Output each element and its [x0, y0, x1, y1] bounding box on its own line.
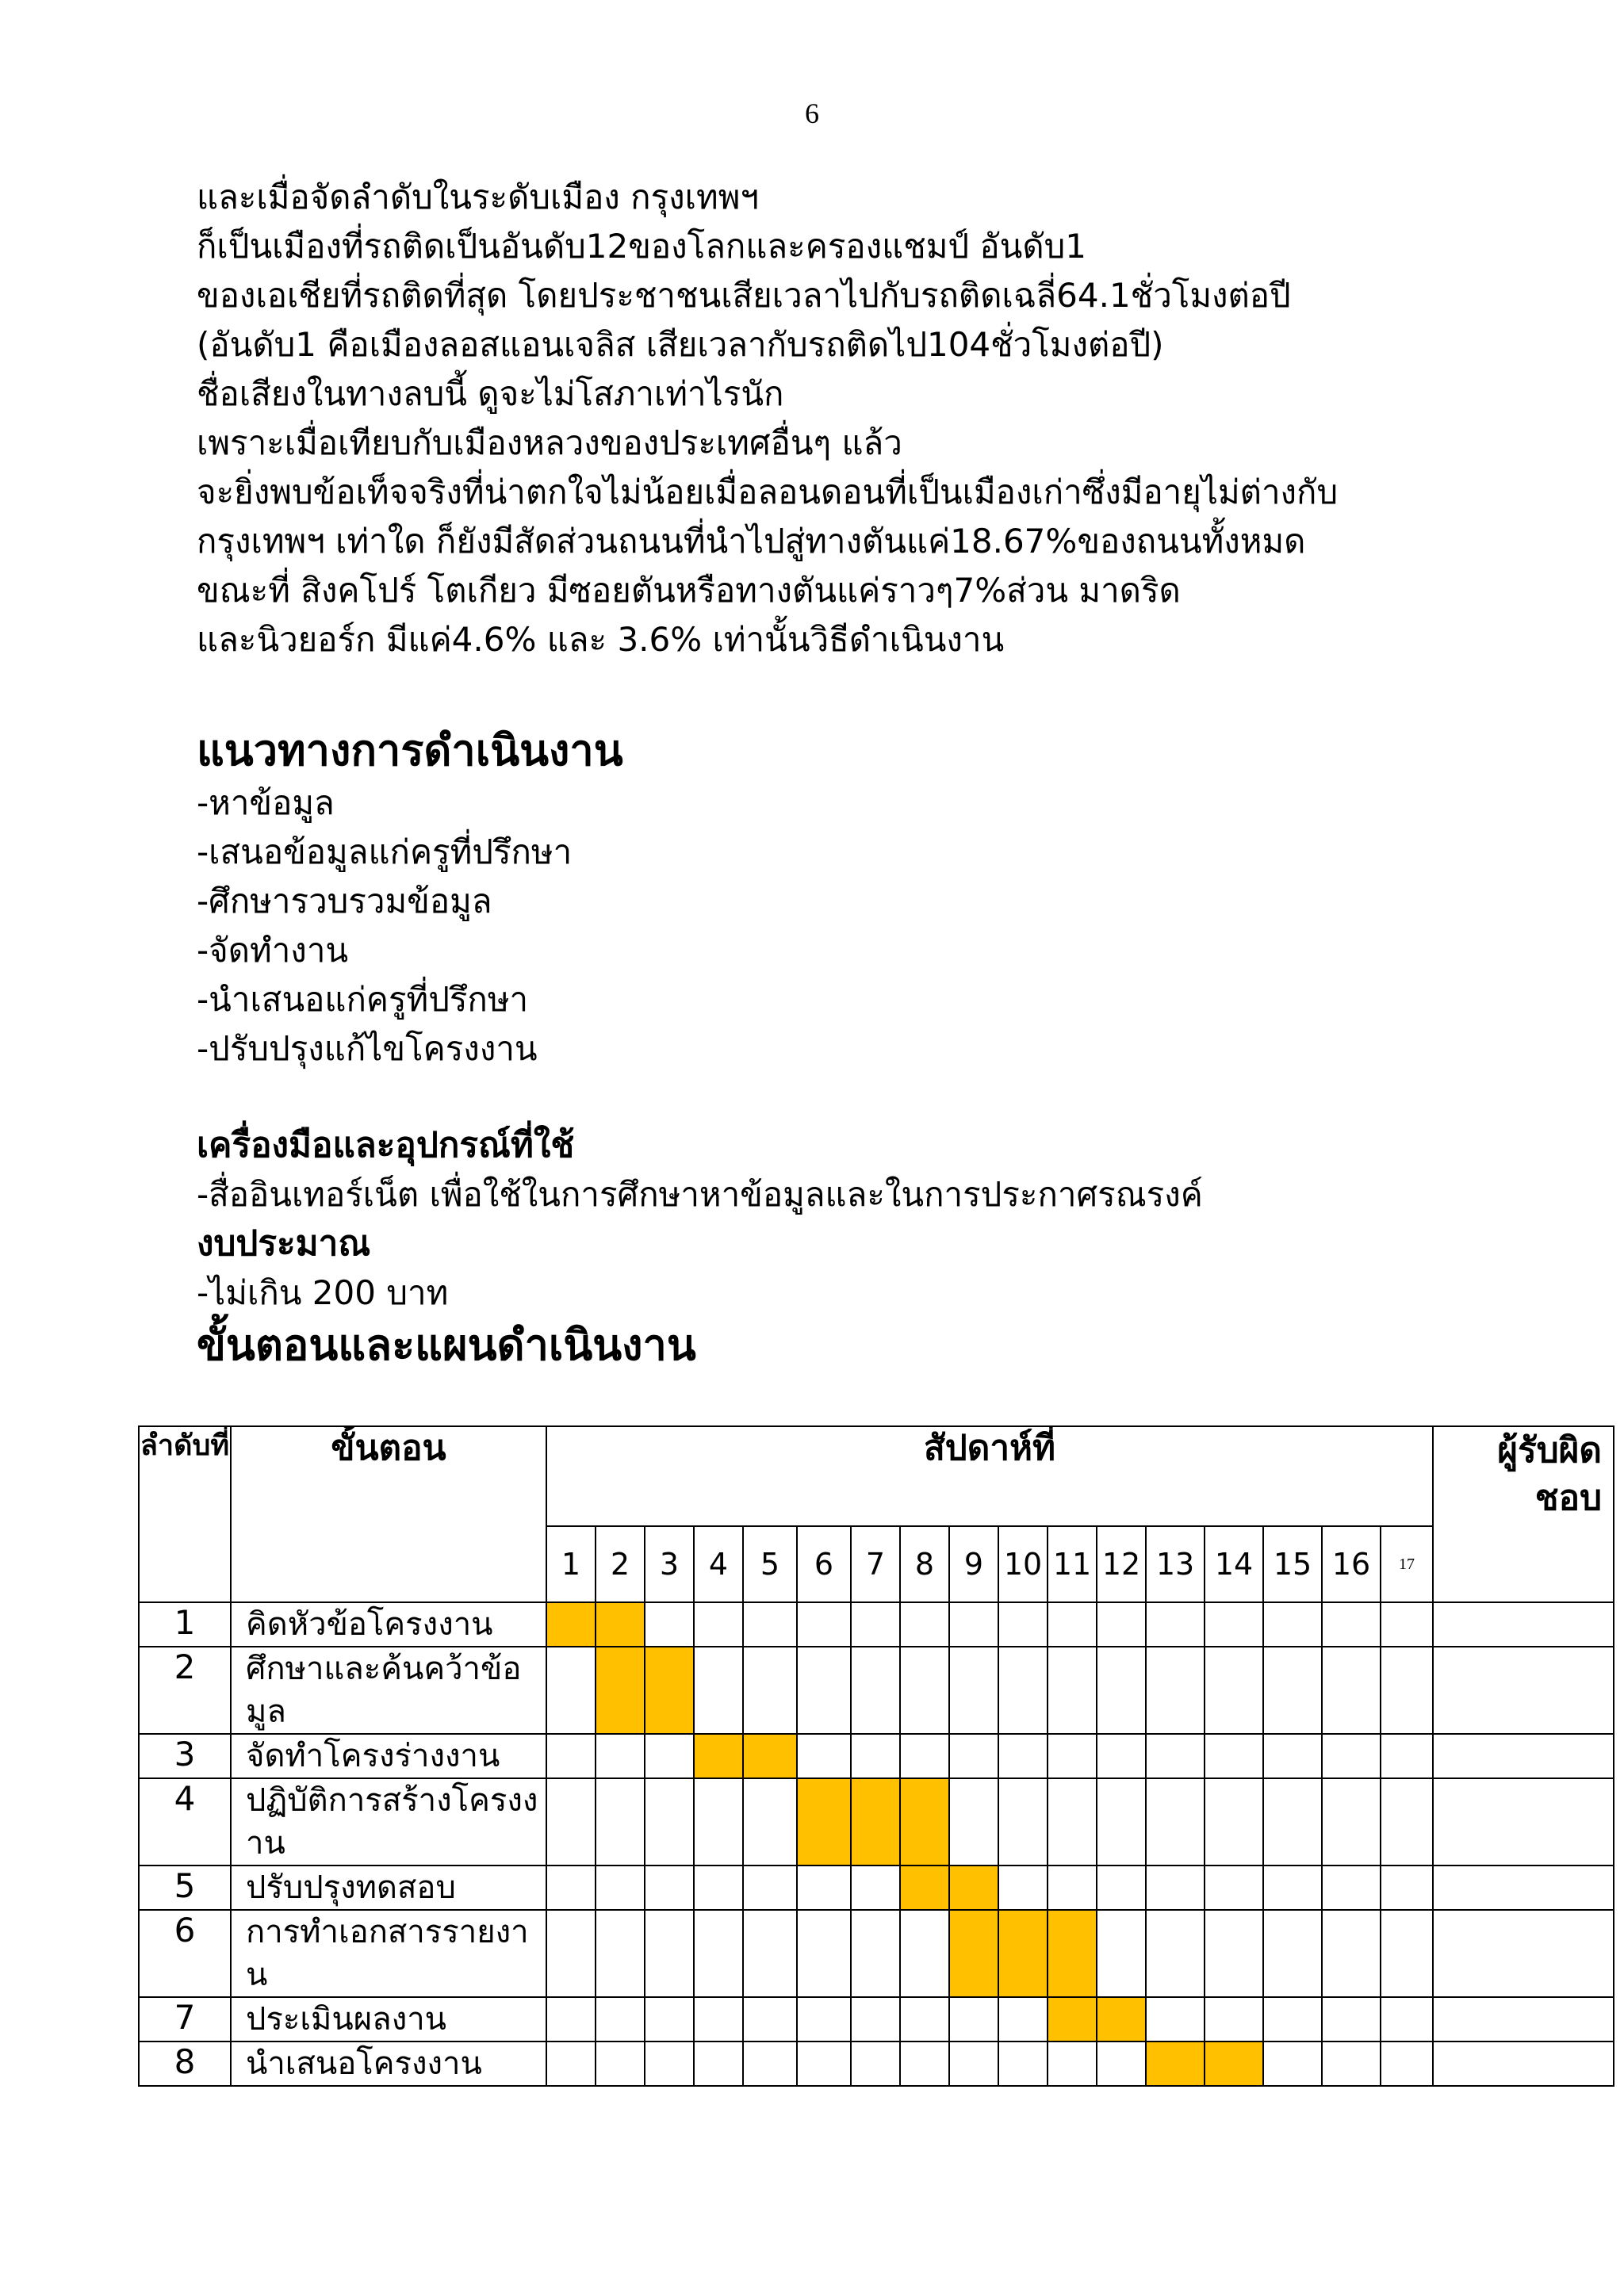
gantt-empty-cell	[645, 1910, 694, 1997]
gantt-empty-cell	[1322, 1910, 1381, 1997]
gantt-empty-cell	[546, 1647, 596, 1734]
gantt-empty-cell	[900, 1997, 949, 2042]
intro-line: จะยิ่งพบข้อเท็จจริงที่น่าตกใจไม่น้อยเมื่อลอนดอนที่เป็นเมืองเก่าซึ่งมีอายุไม่ต่างกับ	[197, 473, 1339, 511]
gantt-empty-cell	[998, 1602, 1048, 1647]
gantt-empty-cell	[1205, 1647, 1263, 1734]
week-header-13: 13	[1146, 1526, 1205, 1602]
week-header-4: 4	[694, 1526, 743, 1602]
week-header-11: 11	[1048, 1526, 1097, 1602]
gantt-empty-cell	[1381, 1647, 1433, 1734]
gantt-empty-cell	[1263, 1866, 1322, 1910]
gantt-empty-cell	[1205, 1910, 1263, 1997]
week-header-17: 17	[1381, 1526, 1433, 1602]
gantt-empty-cell	[645, 1734, 694, 1778]
gantt-empty-cell	[694, 1778, 743, 1866]
gantt-empty-cell	[743, 1602, 797, 1647]
gantt-empty-cell	[998, 1647, 1048, 1734]
intro-line: ชื่อเสียงในทางลบนี้ ดูจะไม่โสภาเท่าไรนัก	[197, 374, 784, 413]
gantt-bar-cell	[1097, 1997, 1146, 2042]
approach-item: -เสนอข้อมูลแก่ครูที่ปรึกษา	[197, 832, 573, 871]
gantt-empty-cell	[1048, 1866, 1097, 1910]
gantt-bar-cell	[998, 1910, 1048, 1997]
gantt-empty-cell	[596, 1866, 645, 1910]
responsible-cell	[1433, 1647, 1614, 1734]
week-header-9: 9	[949, 1526, 998, 1602]
gantt-empty-cell	[1381, 1602, 1433, 1647]
responsible-cell	[1433, 2042, 1614, 2086]
gantt-empty-cell	[1381, 1997, 1433, 2042]
plan-table	[138, 1425, 1614, 2087]
gantt-empty-cell	[998, 1997, 1048, 2042]
row-number: 6	[139, 1910, 231, 1997]
gantt-empty-cell	[1263, 1910, 1322, 1997]
gantt-empty-cell	[1263, 1778, 1322, 1866]
week-header-1: 1	[546, 1526, 596, 1602]
gantt-empty-cell	[900, 1602, 949, 1647]
gantt-bar-cell	[1048, 1910, 1097, 1997]
gantt-empty-cell	[1322, 1997, 1381, 2042]
gantt-empty-cell	[900, 1734, 949, 1778]
gantt-empty-cell	[1146, 1778, 1205, 1866]
gantt-empty-cell	[900, 1647, 949, 1734]
week-header-12: 12	[1097, 1526, 1146, 1602]
order-column-header: ลำดับที่	[139, 1426, 231, 1602]
step-column-header: ขั้นตอน	[231, 1426, 546, 1602]
responsible-cell	[1433, 1734, 1614, 1778]
gantt-empty-cell	[694, 1602, 743, 1647]
responsible-column-header: ผู้รับผิดชอบ	[1433, 1426, 1614, 1602]
gantt-empty-cell	[694, 1997, 743, 2042]
week-header-3: 3	[645, 1526, 694, 1602]
approach-item: -หาข้อมูล	[197, 783, 335, 822]
step-label: ศึกษาและค้นคว้าข้อมูล	[231, 1647, 546, 1734]
approach-item: -ปรับปรุงแก้ไขโครงงาน	[197, 1029, 538, 1068]
gantt-empty-cell	[546, 1734, 596, 1778]
gantt-empty-cell	[1146, 1734, 1205, 1778]
gantt-empty-cell	[743, 1778, 797, 1866]
gantt-empty-cell	[743, 1997, 797, 2042]
gantt-empty-cell	[1381, 1910, 1433, 1997]
week-header-8: 8	[900, 1526, 949, 1602]
week-header-15: 15	[1263, 1526, 1322, 1602]
table-row	[139, 2042, 1614, 2086]
gantt-empty-cell	[1381, 2042, 1433, 2086]
table-row	[139, 1997, 1614, 2042]
gantt-empty-cell	[546, 1997, 596, 2042]
approach-item: -จัดทำงาน	[197, 931, 349, 970]
page-number: 6	[805, 98, 819, 129]
table-row	[139, 1778, 1614, 1866]
intro-line: และเมื่อจัดลำดับในระดับเมือง กรุงเทพฯ	[197, 178, 759, 216]
gantt-empty-cell	[1263, 1602, 1322, 1647]
gantt-empty-cell	[1146, 1910, 1205, 1997]
gantt-empty-cell	[1146, 1866, 1205, 1910]
gantt-empty-cell	[645, 1602, 694, 1647]
gantt-empty-cell	[1048, 1734, 1097, 1778]
step-label: ปฏิบัติการสร้างโครงงาน	[231, 1778, 546, 1866]
intro-line: ของเอเชียที่รถติดที่สุด โดยประชาชนเสียเวลาไปกับรถติดเฉลี่64.1ชั่วโมงต่อปี	[197, 276, 1291, 315]
gantt-bar-cell	[900, 1866, 949, 1910]
gantt-empty-cell	[797, 1866, 851, 1910]
responsible-cell	[1433, 1778, 1614, 1866]
gantt-empty-cell	[743, 2042, 797, 2086]
gantt-empty-cell	[645, 1866, 694, 1910]
gantt-empty-cell	[1097, 1778, 1146, 1866]
gantt-empty-cell	[1048, 2042, 1097, 2086]
gantt-empty-cell	[1048, 1602, 1097, 1647]
approach-item: -ศึกษารวบรวมข้อมูล	[197, 882, 492, 920]
gantt-empty-cell	[694, 2042, 743, 2086]
intro-paragraph	[197, 173, 1529, 664]
approach-item: -นำเสนอแก่ครูที่ปรึกษา	[197, 980, 529, 1019]
gantt-empty-cell	[1097, 1866, 1146, 1910]
gantt-empty-cell	[694, 1647, 743, 1734]
table-row	[139, 1602, 1614, 1647]
table-row	[139, 1647, 1614, 1734]
step-label: คิดหัวข้อโครงงาน	[231, 1602, 546, 1647]
gantt-empty-cell	[596, 1997, 645, 2042]
gantt-empty-cell	[1205, 1778, 1263, 1866]
gantt-empty-cell	[949, 1778, 998, 1866]
table-row	[139, 1734, 1614, 1778]
intro-line: ขณะที่ สิงคโปร์ โตเกียว มีซอยตันหรือทางตันแค่ราวๆ7%ส่วน มาดริด	[197, 571, 1181, 610]
intro-line: และนิวยอร์ก มีแค่4.6% และ 3.6% เท่านั้นวิธีดำเนินงาน	[197, 620, 1005, 659]
gantt-empty-cell	[1263, 2042, 1322, 2086]
gantt-empty-cell	[546, 1778, 596, 1866]
gantt-empty-cell	[645, 2042, 694, 2086]
gantt-bar-cell	[1205, 2042, 1263, 2086]
gantt-empty-cell	[1097, 1734, 1146, 1778]
week-header-6: 6	[797, 1526, 851, 1602]
responsible-cell	[1433, 1910, 1614, 1997]
gantt-empty-cell	[1381, 1778, 1433, 1866]
gantt-empty-cell	[1048, 1647, 1097, 1734]
gantt-empty-cell	[694, 1910, 743, 1997]
gantt-empty-cell	[1205, 1866, 1263, 1910]
plan-heading: ขั้นตอนและแผนดำเนินงาน	[197, 1320, 696, 1370]
gantt-empty-cell	[851, 1997, 900, 2042]
gantt-empty-cell	[596, 2042, 645, 2086]
gantt-empty-cell	[645, 1997, 694, 2042]
gantt-bar-cell	[949, 1866, 998, 1910]
budget-heading: งบประมาณ	[197, 1223, 371, 1264]
table-row	[139, 1910, 1614, 1997]
gantt-empty-cell	[949, 1647, 998, 1734]
step-label: การทำเอกสารรายงาน	[231, 1910, 546, 1997]
gantt-empty-cell	[743, 1647, 797, 1734]
row-number: 3	[139, 1734, 231, 1778]
gantt-empty-cell	[851, 1647, 900, 1734]
intro-line: เพราะเมื่อเทียบกับเมืองหลวงของประเทศอื่นๆ แล้ว	[197, 423, 902, 462]
gantt-empty-cell	[1097, 1910, 1146, 1997]
step-label: นำเสนอโครงงาน	[231, 2042, 546, 2086]
gantt-empty-cell	[851, 1910, 900, 1997]
gantt-empty-cell	[1146, 1997, 1205, 2042]
gantt-empty-cell	[596, 1778, 645, 1866]
gantt-bar-cell	[900, 1778, 949, 1866]
tools-heading: เครื่องมือและอุปกรณ์ที่ใช้	[197, 1125, 575, 1165]
step-label: ประเมินผลงาน	[231, 1997, 546, 2042]
intro-line: ก็เป็นเมืองที่รถติดเป็นอันดับ12ของโลกและครองแชมป์ อันดับ1	[197, 227, 1086, 266]
gantt-empty-cell	[797, 1602, 851, 1647]
gantt-empty-cell	[851, 1866, 900, 1910]
gantt-bar-cell	[797, 1778, 851, 1866]
gantt-bar-cell	[743, 1734, 797, 1778]
gantt-bar-cell	[645, 1647, 694, 1734]
row-number: 8	[139, 2042, 231, 2086]
gantt-empty-cell	[1322, 1734, 1381, 1778]
gantt-empty-cell	[949, 1602, 998, 1647]
gantt-empty-cell	[900, 1910, 949, 1997]
approach-heading: แนวทางการดำเนินงาน	[197, 725, 623, 775]
intro-line: กรุงเทพฯ เท่าใด ก็ยังมีสัดส่วนถนนที่นำไปสู่ทางตันแค่18.67%ของถนนทั้งหมด	[197, 522, 1306, 561]
gantt-empty-cell	[596, 1910, 645, 1997]
gantt-empty-cell	[596, 1734, 645, 1778]
gantt-empty-cell	[1322, 1602, 1381, 1647]
row-number: 1	[139, 1602, 231, 1647]
tools-item: -สื่ออินเทอร์เน็ต เพื่อใช้ในการศึกษาหาข้อมูลและในการประกาศรณรงค์	[197, 1175, 1203, 1214]
gantt-empty-cell	[1048, 1778, 1097, 1866]
week-header-16: 16	[1322, 1526, 1381, 1602]
gantt-empty-cell	[546, 1866, 596, 1910]
gantt-empty-cell	[1263, 1647, 1322, 1734]
gantt-empty-cell	[1322, 1866, 1381, 1910]
budget-item: -ไม่เกิน 200 บาท	[197, 1273, 449, 1312]
week-header-14: 14	[1205, 1526, 1263, 1602]
gantt-empty-cell	[1146, 1602, 1205, 1647]
responsible-cell	[1433, 1997, 1614, 2042]
gantt-empty-cell	[1097, 1602, 1146, 1647]
row-number: 2	[139, 1647, 231, 1734]
row-number: 4	[139, 1778, 231, 1866]
row-number: 5	[139, 1866, 231, 1910]
gantt-empty-cell	[949, 1997, 998, 2042]
gantt-empty-cell	[1205, 1602, 1263, 1647]
gantt-empty-cell	[1381, 1866, 1433, 1910]
gantt-empty-cell	[1097, 1647, 1146, 1734]
gantt-bar-cell	[949, 1910, 998, 1997]
gantt-empty-cell	[949, 1734, 998, 1778]
gantt-empty-cell	[1322, 1778, 1381, 1866]
gantt-empty-cell	[949, 2042, 998, 2086]
week-header-7: 7	[851, 1526, 900, 1602]
gantt-empty-cell	[1263, 1997, 1322, 2042]
gantt-empty-cell	[797, 1647, 851, 1734]
gantt-empty-cell	[998, 1734, 1048, 1778]
table-row	[139, 1866, 1614, 1910]
gantt-bar-cell	[1146, 2042, 1205, 2086]
gantt-empty-cell	[851, 2042, 900, 2086]
gantt-empty-cell	[851, 1602, 900, 1647]
gantt-bar-cell	[546, 1602, 596, 1647]
gantt-empty-cell	[851, 1734, 900, 1778]
week-header-5: 5	[743, 1526, 797, 1602]
gantt-bar-cell	[851, 1778, 900, 1866]
gantt-bar-cell	[1048, 1997, 1097, 2042]
gantt-empty-cell	[1381, 1734, 1433, 1778]
gantt-bar-cell	[596, 1647, 645, 1734]
row-number: 7	[139, 1997, 231, 2042]
gantt-empty-cell	[743, 1910, 797, 1997]
gantt-empty-cell	[1263, 1734, 1322, 1778]
gantt-empty-cell	[998, 2042, 1048, 2086]
responsible-cell	[1433, 1602, 1614, 1647]
gantt-empty-cell	[1322, 1647, 1381, 1734]
step-label: ปรับปรุงทดสอบ	[231, 1866, 546, 1910]
gantt-empty-cell	[998, 1866, 1048, 1910]
gantt-empty-cell	[797, 1910, 851, 1997]
gantt-empty-cell	[546, 1910, 596, 1997]
gantt-empty-cell	[797, 1734, 851, 1778]
gantt-empty-cell	[797, 1997, 851, 2042]
gantt-empty-cell	[1097, 2042, 1146, 2086]
gantt-empty-cell	[546, 2042, 596, 2086]
gantt-empty-cell	[1205, 1734, 1263, 1778]
gantt-empty-cell	[1146, 1647, 1205, 1734]
gantt-bar-cell	[596, 1602, 645, 1647]
gantt-empty-cell	[1205, 1997, 1263, 2042]
gantt-empty-cell	[900, 2042, 949, 2086]
step-label: จัดทำโครงร่างงาน	[231, 1734, 546, 1778]
gantt-empty-cell	[645, 1778, 694, 1866]
responsible-cell	[1433, 1866, 1614, 1910]
gantt-empty-cell	[743, 1866, 797, 1910]
week-header-10: 10	[998, 1526, 1048, 1602]
gantt-bar-cell	[694, 1734, 743, 1778]
document-body	[197, 173, 1529, 1373]
intro-line: (อันดับ1 คือเมืองลอสแอนเจลิส เสียเวลากับรถติดไป104ชั่วโมงต่อปี)	[197, 325, 1164, 364]
weeks-column-header: สัปดาห์ที่	[546, 1426, 1433, 1526]
gantt-empty-cell	[1322, 2042, 1381, 2086]
gantt-empty-cell	[797, 2042, 851, 2086]
week-header-2: 2	[596, 1526, 645, 1602]
gantt-empty-cell	[998, 1778, 1048, 1866]
gantt-empty-cell	[694, 1866, 743, 1910]
